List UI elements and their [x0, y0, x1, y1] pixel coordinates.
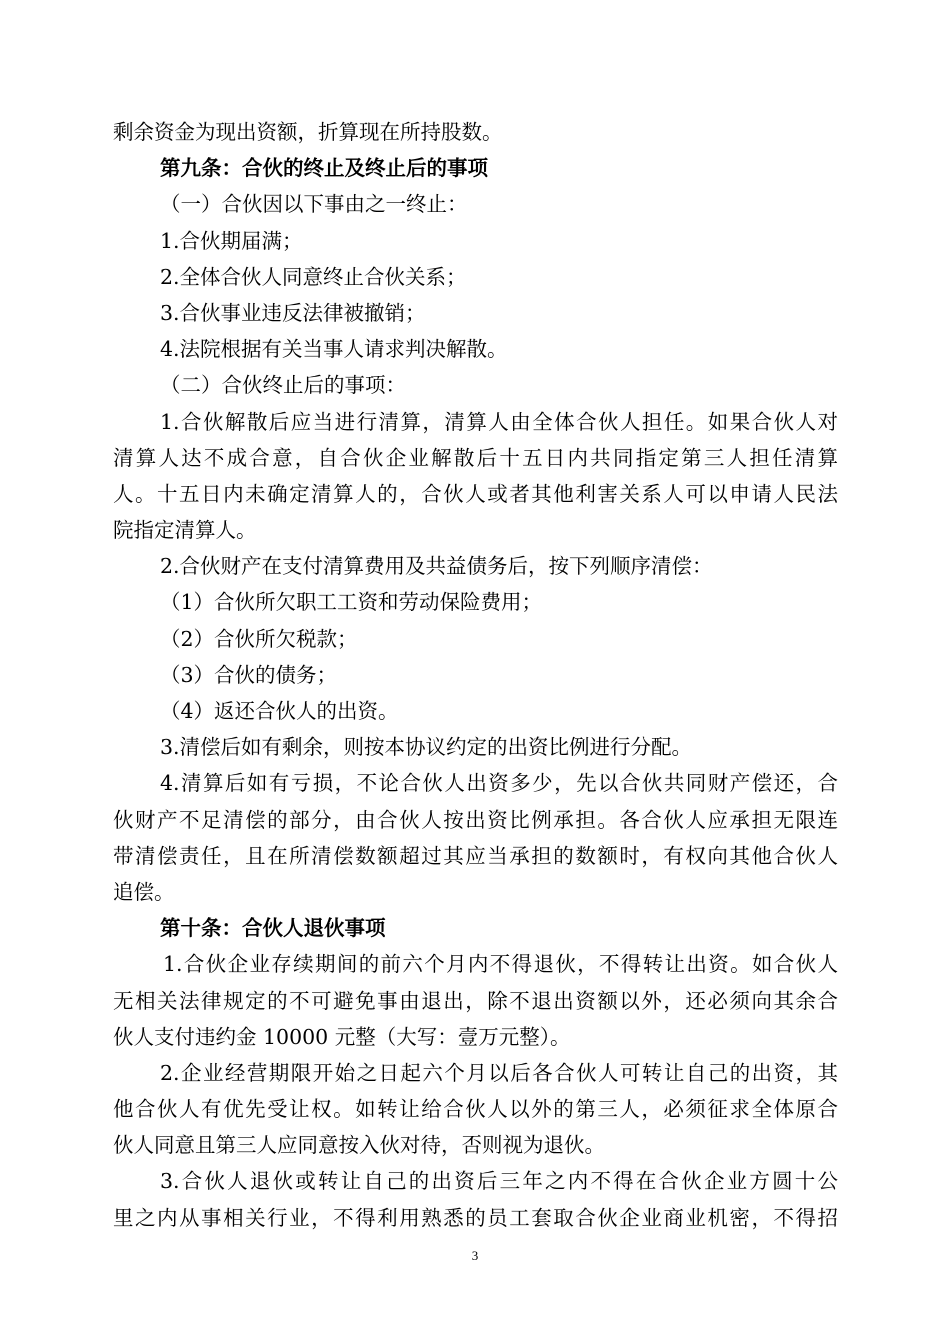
section-heading-article-9: 第九条：合伙的终止及终止后的事项	[160, 156, 488, 181]
paragraph-line: 他合伙人有优先受让权。如转让给合伙人以外的第三人，必须征求全体原合	[113, 1097, 838, 1122]
list-item: （4）返还合伙人的出资。	[160, 699, 399, 723]
paragraph-line: 2.合伙财产在支付清算费用及共益债务后，按下列顺序清偿：	[160, 554, 713, 579]
paragraph-line: 伙人支付违约金 10000 元整（大写：壹万元整）。	[113, 1024, 571, 1049]
paragraph-line: 伙人同意且第三人应同意按入伙对待，否则视为退伙。	[113, 1133, 605, 1158]
subsection-heading: （一）合伙因以下事由之一终止：	[160, 192, 468, 217]
paragraph-line: 追偿。	[113, 879, 175, 904]
paragraph-line: 3.清偿后如有剩余，则按本协议约定的出资比例进行分配。	[160, 735, 693, 760]
paragraph-line: 4.清算后如有亏损，不论合伙人出资多少，先以合伙共同财产偿还，合	[160, 771, 838, 796]
paragraph-line: 院指定清算人。	[113, 518, 257, 543]
paragraph-line: 伙财产不足清偿的部分，由合伙人按出资比例承担。各合伙人应承担无限连	[113, 807, 838, 832]
paragraph-line: 1.合伙企业存续期间的前六个月内不得退伙，不得转让出资。如合伙人	[163, 952, 838, 977]
subsection-heading: （二）合伙终止后的事项：	[160, 373, 406, 398]
paragraph-line: 1.合伙解散后应当进行清算，清算人由全体合伙人担任。如果合伙人对	[160, 409, 838, 434]
paragraph-line: 清算人达不成合意，自合伙企业解散后十五日内共同指定第三人担任清算	[113, 445, 838, 470]
paragraph-line: 人。十五日内未确定清算人的，合伙人或者其他利害关系人可以申请人民法	[113, 481, 838, 506]
paragraph-line: 2.企业经营期限开始之日起六个月以后各合伙人可转让自己的出资，其	[160, 1060, 838, 1085]
paragraph-line: 剩余资金为现出资额，折算现在所持股数。	[113, 120, 503, 144]
paragraph-line: 3.合伙人退伙或转让自己的出资后三年之内不得在合伙企业方圆十公	[160, 1169, 838, 1194]
document-body	[113, 114, 838, 1236]
list-item: 4.法院根据有关当事人请求判决解散。	[160, 337, 508, 362]
list-item: （1）合伙所欠职工工资和劳动保险费用；	[160, 590, 543, 615]
paragraph-line: 无相关法律规定的不可避免事由退出，除不退出资额以外，还必须向其余合	[113, 988, 838, 1013]
page-number: 3	[471, 1248, 479, 1263]
list-item: 2.全体合伙人同意终止合伙关系；	[160, 264, 467, 289]
list-item: 3.合伙事业违反法律被撤销；	[160, 300, 426, 325]
list-item: （3）合伙的债务；	[160, 662, 338, 687]
paragraph-line: 里之内从事相关行业，不得利用熟悉的员工套取合伙企业商业机密，不得招	[113, 1205, 838, 1230]
list-item: 1.合伙期届满；	[160, 228, 303, 253]
list-item: （2）合伙所欠税款；	[160, 626, 358, 651]
paragraph-line: 带清偿责任，且在所清偿数额超过其应当承担的数额时，有权向其他合伙人	[113, 843, 838, 868]
section-heading-article-10: 第十条：合伙人退伙事项	[160, 916, 386, 941]
